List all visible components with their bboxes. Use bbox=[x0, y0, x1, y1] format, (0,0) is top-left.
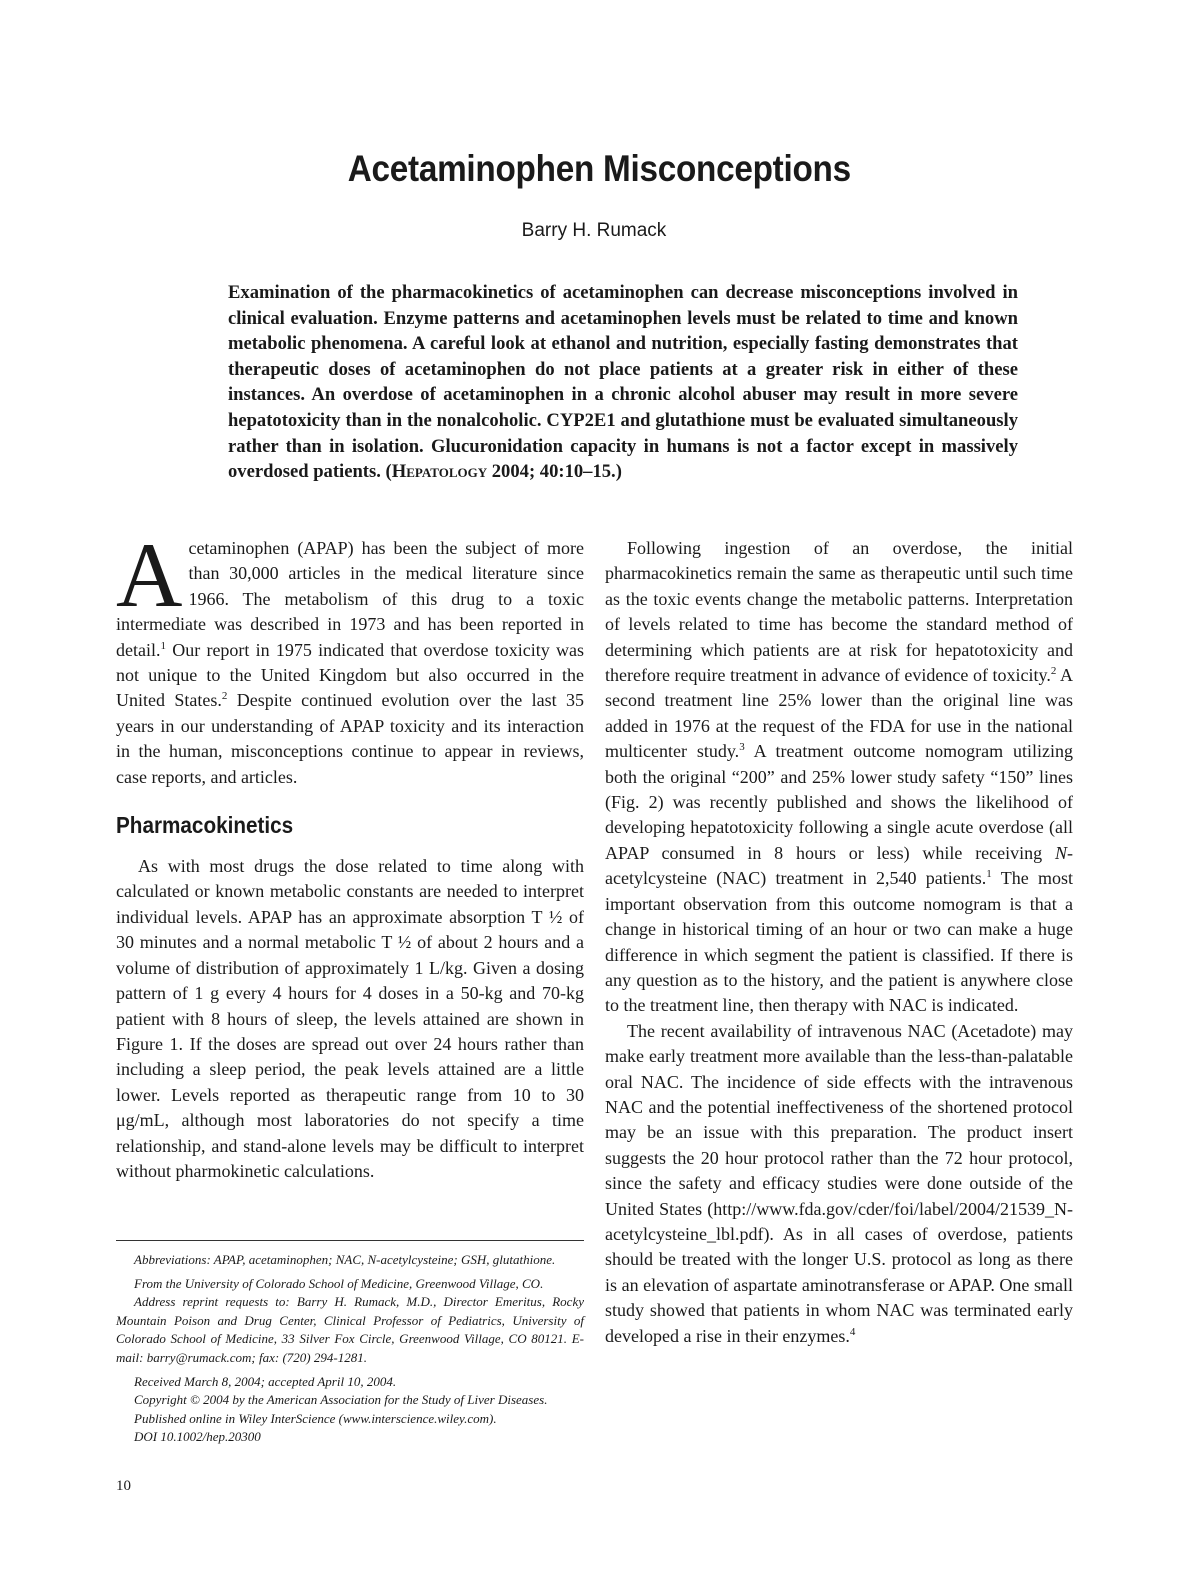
italic-n: N bbox=[1054, 842, 1067, 863]
ref-marker: 2 bbox=[221, 690, 228, 703]
pharmacokinetics-paragraph: As with most drugs the dose related to time along with calculated or known metabolic constants are needed to interpret individual levels. APAP has an approximate absorption T ½ of 30 minutes and a normal metabolic T ½ of about 2 hours and a volume of distribution of approximately 1 L/kg. Given a dosing pattern of 1 g every 4 hours for 4 doses in a 50-kg and 70-kg patient with 8 hours of sleep, the levels attained are shown in Figure 1. If the doses are spread out over 24 hours rather than including a sleep period, the peak levels attained are a little lower. Levels reported as therapeutic range from 10 to 30 μg/mL, although most laboratories do not specify a time relationship, and stand-alone levels may be difficult to interpret without pharmokinetic calculations. bbox=[116, 856, 584, 1181]
ref-marker: 3 bbox=[739, 741, 745, 754]
intro-text-1: cetaminophen (APAP) has been the subject of more than 30,000 articles in the medical literature since 1966. The metabolism of this drug to a toxic intermediate was described in 1973 and has been reported in detail. bbox=[116, 538, 584, 660]
intro-text-3: Despite continued evolution over the last 35 years in our understanding of APAP toxicity and its interaction in the human, misconceptions continue to appear in reviews, case reports, and articles. bbox=[116, 690, 584, 787]
ref-marker: 1 bbox=[160, 639, 166, 652]
left-column bbox=[116, 524, 584, 1184]
overdose-text-1: Following ingestion of an overdose, the initial pharmacokinetics remain the same as therapeutic until such time as the toxic events change the metabolic patterns. Interpretation of levels related to time has become the standard method of determining which patients are at risk for hepatotoxicity and therefore require treatment in advance of evidence of toxicity. bbox=[605, 538, 1073, 686]
ref-marker: 2 bbox=[1050, 665, 1057, 678]
overdose-text-4: -acetylcysteine (NAC) treatment in 2,540 patients. bbox=[605, 842, 1073, 889]
intro-paragraph bbox=[116, 524, 584, 790]
journal-name: Hepatology bbox=[391, 461, 488, 483]
overdose-text-3: A treatment outcome nomogram utilizing both the original “200” and 25% lower study safety “150” lines (Fig. 2) was recently published and shows the likelihood of developing hepatotoxicity following a single acute overdose (all APAP consumed in 8 hours or less) while receiving bbox=[605, 741, 1073, 863]
right-column bbox=[605, 536, 1073, 1349]
article-title: Acetaminophen Misconceptions bbox=[347, 148, 851, 189]
footnotes bbox=[116, 1240, 584, 1447]
footnote-address: Address reprint requests to: Barry H. Rumack, M.D., Director Emeritus, Rocky Mountain Poison and Drug Center, Clinical Professor of Pediatrics, University of Colorado School of Medicine, 33 Silver Fox Circle, Greenwood Village, CO 80121. E-mail: barry@rumack.com; fax: (720) 294-1281. bbox=[116, 1294, 584, 1365]
section-heading: Pharmacokinetics bbox=[116, 812, 294, 839]
footnote-affiliation: From the University of Colorado School of Medicine, Greenwood Village, CO. bbox=[134, 1275, 544, 1291]
intravenous-nac-paragraph bbox=[605, 1019, 1073, 1349]
footnote-received: Received March 8, 2004; accepted April 10, 2004. bbox=[134, 1373, 397, 1389]
overdose-text-2: A second treatment line 25% lower than the original line was added in 1976 at the request of the FDA for use in the national multicenter study. bbox=[605, 665, 1073, 762]
intro-text-2: Our report in 1975 indicated that overdose toxicity was not unique to the United Kingdom but also occurred in the United States. bbox=[116, 639, 584, 711]
overdose-text-5: The most important observation from this outcome nomogram is that a change in historical timing of an hour or two can make a huge difference in which segment the patient is classified. If there is any question as to the history, and the patient is anywhere close to the treatment line, then therapy with NAC is indicated. bbox=[605, 868, 1074, 1016]
abstract-text: Examination of the pharmacokinetics of acetaminophen can decrease misconceptions involved in clinical evaluation. Enzyme patterns and acetaminophen levels must be related to time and known metabolic phenomena. A careful look at ethanol and nutrition, especially fasting demonstrates that therapeutic doses of acetaminophen do not place patients at a greater risk in either of these instances. An overdose of acetaminophen in a chronic alcohol abuser may result in more severe hepatotoxicity than in the nonalcoholic. CYP2E1 and glutathione must be evaluated simultaneously rather than in isolation. Glucuronidation capacity in humans is not a factor except in massively overdosed patients. ( bbox=[228, 282, 1018, 483]
ref-marker: 4 bbox=[849, 1325, 856, 1338]
author-name: Barry H. Rumack bbox=[521, 220, 667, 241]
footnote-published: Published online in Wiley InterScience (www.interscience.wiley.com). bbox=[134, 1410, 497, 1426]
footnote-copyright: Copyright © 2004 by the American Association for the Study of Liver Diseases. bbox=[134, 1392, 548, 1408]
intravenous-text: The recent availability of intravenous NAC (Acetadote) may make early treatment more available than the less-than-palatable oral NAC. The incidence of side effects with the intravenous NAC and the potential ineffectiveness of the shortened protocol may be an issue with this preparation. The product insert suggests the 20 hour protocol rather than the 72 hour protocol, since the safety and efficacy studies were done outside of the United States (http://www.fda.gov/cder/foi/label/2004/21539_N-acetylcysteine_lbl.pdf). As in all cases of overdose, patients should be treated with the longer U.S. protocol as long as there is an elevation of aspartate aminotransferase or APAP. One small study showed that patients in whom NAC was terminated early developed a rise in their enzymes. bbox=[605, 1020, 1073, 1346]
footnote-abbreviations: Abbreviations: APAP, acetaminophen; NAC, N-acetylcysteine; GSH, glutathione. bbox=[134, 1252, 556, 1267]
ref-marker: 1 bbox=[986, 868, 992, 881]
abstract-citation: 2004; 40:10–15.) bbox=[487, 461, 622, 483]
footnote-doi: DOI 10.1002/hep.20300 bbox=[134, 1429, 261, 1445]
abstract bbox=[228, 280, 1018, 485]
page-number: 10 bbox=[116, 1478, 131, 1494]
drop-cap: A bbox=[116, 524, 183, 626]
overdose-paragraph bbox=[605, 536, 1073, 1019]
